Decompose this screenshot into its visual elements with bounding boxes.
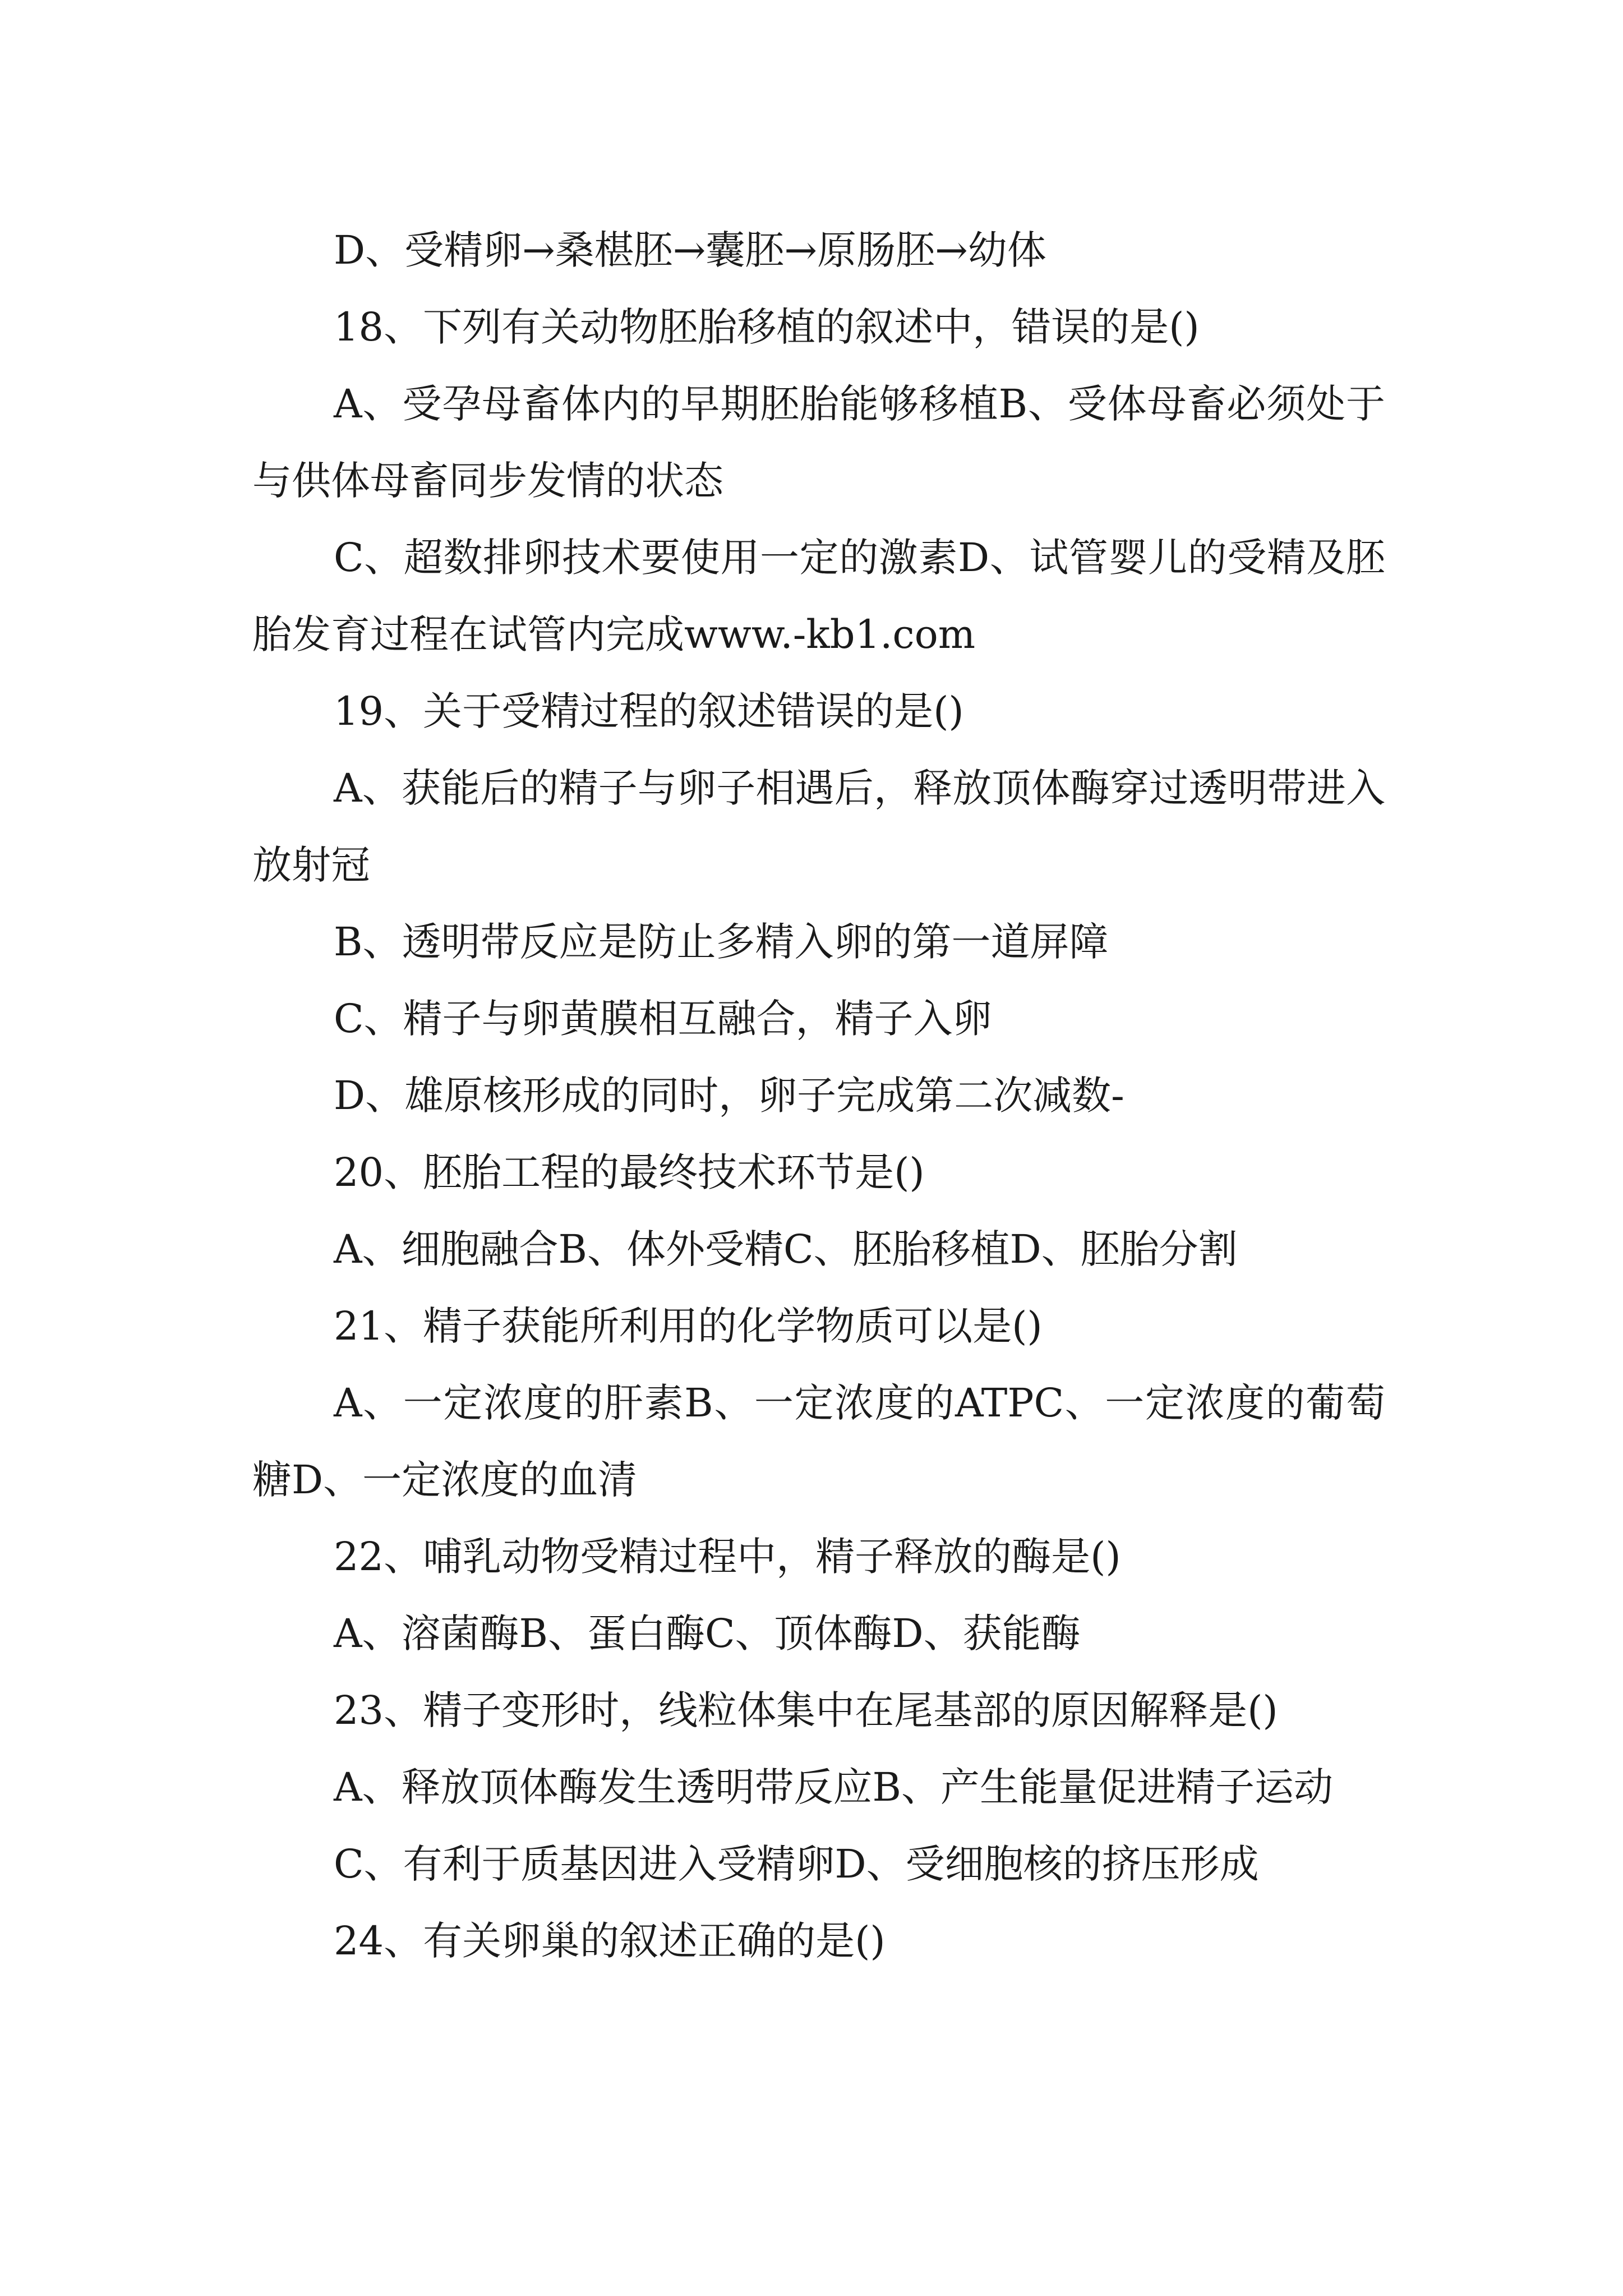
options-cd-q23: C、有利于质基因进入受精卵D、受细胞核的挤压形成 bbox=[334, 1841, 1259, 1887]
question-24: 24、有关卵巢的叙述正确的是() bbox=[334, 1918, 886, 1964]
question-21: 21、精子获能所利用的化学物质可以是() bbox=[334, 1303, 1043, 1349]
options-q20: A、细胞融合B、体外受精C、胚胎移植D、胚胎分割 bbox=[334, 1226, 1238, 1272]
option-b-q19: B、透明带反应是防止多精入卵的第一道屏障 bbox=[334, 919, 1109, 965]
option-d-q19: D、雄原核形成的同时，卵子完成第二次减数- bbox=[334, 1073, 1124, 1119]
question-18: 18、下列有关动物胚胎移植的叙述中，错误的是() bbox=[334, 304, 1200, 350]
options-q21: A、一定浓度的肝素B、一定浓度的ATPC、一定浓度的葡萄糖D、一定浓度的血清 bbox=[252, 1380, 1385, 1503]
options-ab-q18: A、受孕母畜体内的早期胚胎能够移植B、受体母畜必须处于与供体母畜同步发情的状态 bbox=[252, 381, 1385, 504]
options-ab-q23: A、释放顶体酶发生透明带反应B、产生能量促进精子运动 bbox=[334, 1764, 1333, 1810]
option-d-q17: D、受精卵→桑椹胚→囊胚→原肠胚→幼体 bbox=[334, 227, 1046, 273]
options-q22: A、溶菌酶B、蛋白酶C、顶体酶D、获能酶 bbox=[334, 1611, 1081, 1657]
options-cd-q18: C、超数排卵技术要使用一定的激素D、试管婴儿的受精及胚胎发育过程在试管内完成www.-kb1.com bbox=[252, 535, 1385, 657]
question-19: 19、关于受精过程的叙述错误的是() bbox=[334, 688, 964, 734]
document-body bbox=[252, 212, 1385, 1980]
option-a-q19: A、获能后的精子与卵子相遇后，释放顶体酶穿过透明带进入放射冠 bbox=[252, 765, 1385, 888]
question-20: 20、胚胎工程的最终技术环节是() bbox=[334, 1149, 925, 1195]
question-22: 22、哺乳动物受精过程中，精子释放的酶是() bbox=[334, 1534, 1121, 1580]
question-23: 23、精子变形时，线粒体集中在尾基部的原因解释是() bbox=[334, 1687, 1278, 1733]
option-c-q19: C、精子与卵黄膜相互融合，精子入卵 bbox=[334, 996, 992, 1042]
